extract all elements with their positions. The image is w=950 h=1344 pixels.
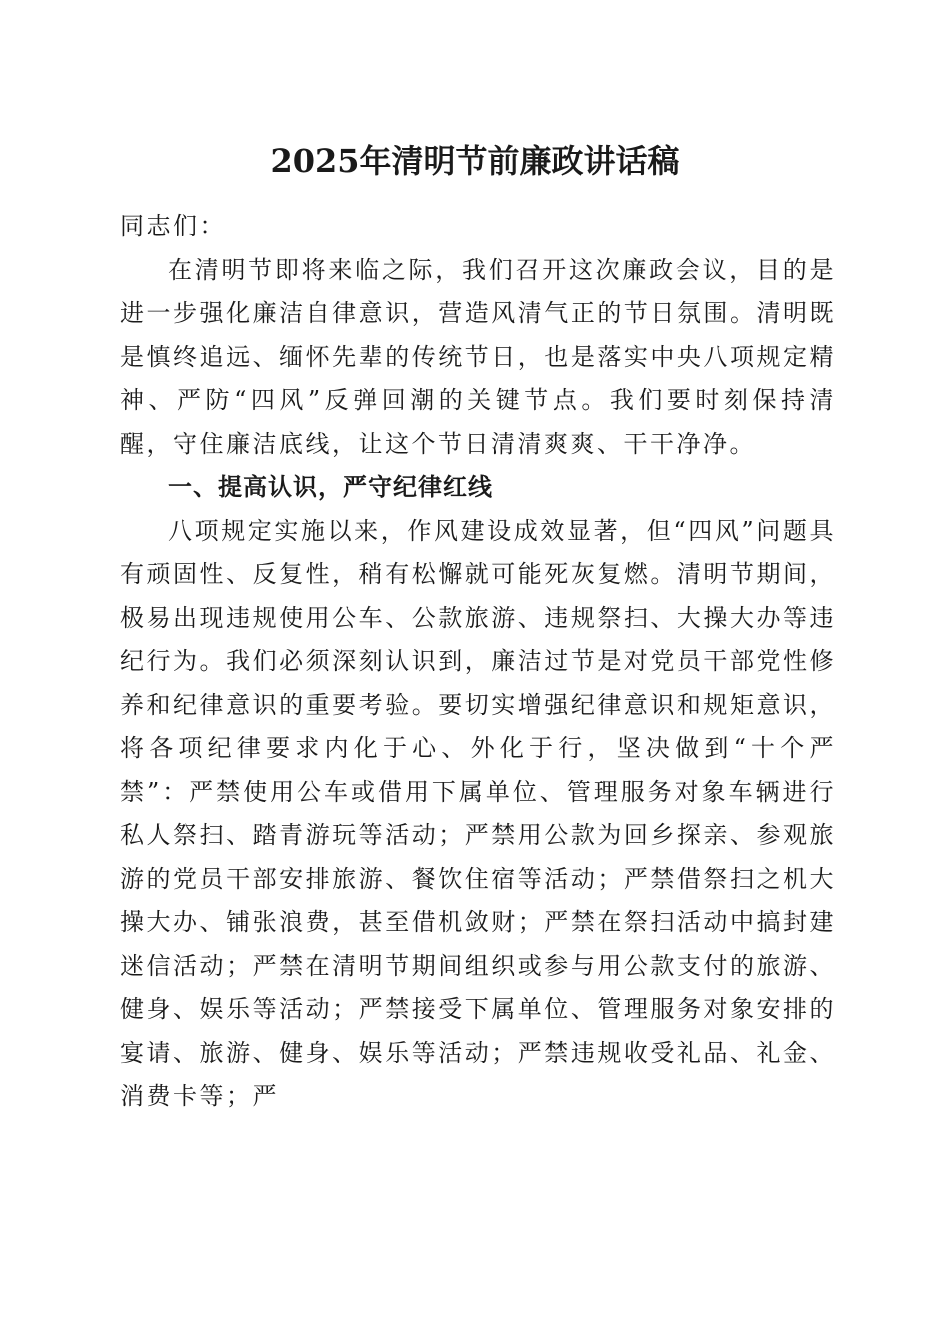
paragraph-intro: 在清明节即将来临之际，我们召开这次廉政会议，目的是进一步强化廉洁自律意识，营造风清气正的节日氛围。清明既是慎终追远、缅怀先辈的传统节日，也是落实中央八项规定精神、严防“四风”反弹回潮的关键节点。我们要时刻保持清醒，守住廉洁底线，让这个节日清清爽爽、干干净净。 xyxy=(120,255,836,458)
paragraph-section-1: 八项规定实施以来，作风建设成效显著，但“四风”问题具有顽固性、反复性，稍有松懈就可能死灰复燃。清明节期间，极易出现违规使用公车、公款旅游、违规祭扫、大操大办等违纪行为。我们必须深刻认识到，廉洁过节是对党员干部党性修养和纪律意识的重要考验。要切实增强纪律意识和规矩意识，将各项纪律要求内化于心、外化于行，坚决做到“十个严禁”：严禁使用公车或借用下属单位、管理服务对象车辆进行私人祭扫、踏青游玩等活动；严禁用公款为回乡探亲、参观旅游的党员干部安排旅游、餐饮住宿等活动；严禁借祭扫之机大操大办、铺张浪费，甚至借机敛财；严禁在祭扫活动中搞封建迷信活动；严禁在清明节期间组织或参与用公款支付的旅游、健身、娱乐等活动；严禁接受下属单位、管理服务对象安排的宴请、旅游、健身、娱乐等活动；严禁违规收受礼品、礼金、消费卡等；严 xyxy=(120,516,836,1110)
document-body xyxy=(120,205,836,1119)
document-title: 2025年清明节前廉政讲话稿 xyxy=(270,142,680,180)
salutation: 同志们： xyxy=(120,212,226,240)
section-heading-1: 一、提高认识，严守纪律红线 xyxy=(168,473,493,501)
